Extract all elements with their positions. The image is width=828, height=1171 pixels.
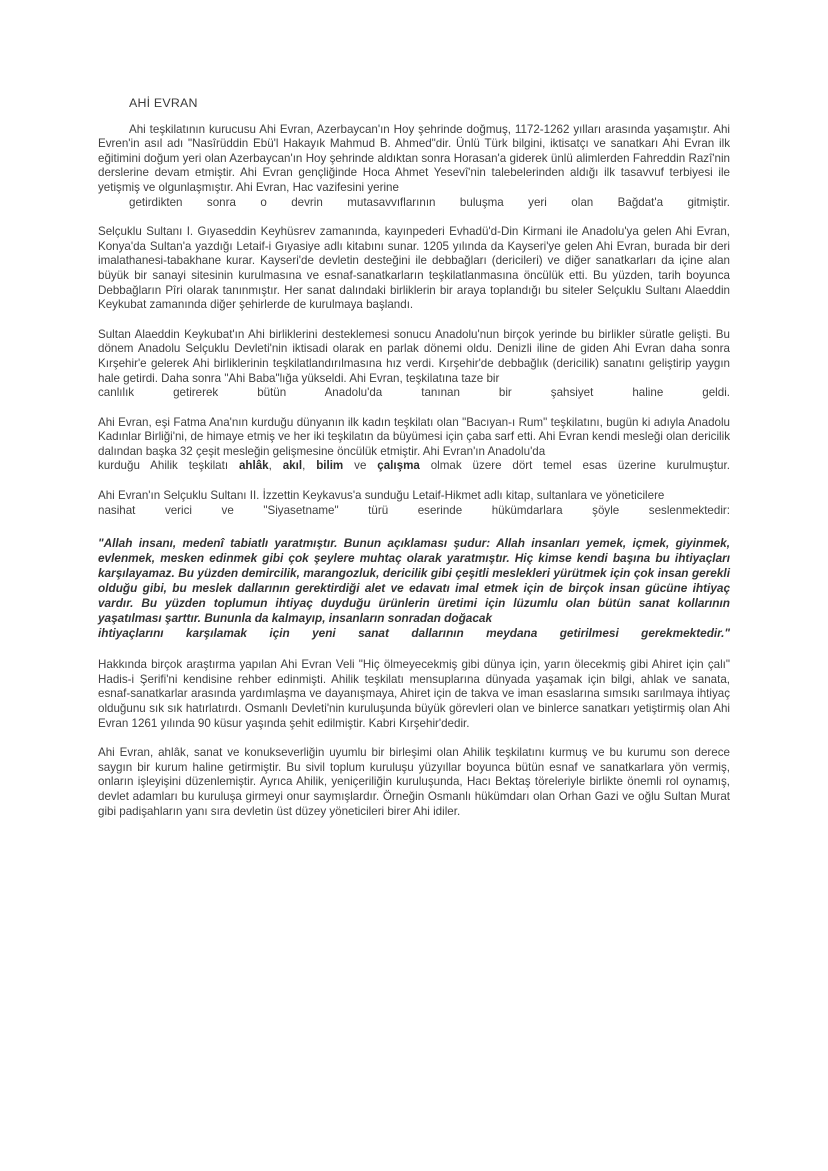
ahilik-intro-text: kurduğu Ahilik teşkilatı [98, 459, 229, 473]
paragraph-keykubat-body: Sultan Alaeddin Keykubat'ın Ahi birliklerini desteklemesi sonucu Anadolu'nun birçok yerinde bu birlikler süratle gelişti. Bu dönem Anadolu Selçuklu Devleti'nin iktisadi olarak en parlak dönemi oldu. Denizli iline de giden Ahi Evran daha sonra Kırşehir'e gelerek Ahi birliklerinin teşkilatlandırılmasına hız verdi. Kırşehir'de debbağlık (dericilik) sanatını geliştirip yaygın hale getirdi. Daha sonra "Ahi Baba"lığa yükseldi. Ahi Evran, teşkilatına taze bir [98, 327, 730, 385]
ahilik-outro-text: olmak üzere dört temel esas üzerine kurulmuştur. [430, 459, 730, 473]
principle-ahlak: ahlâk [238, 459, 269, 473]
paragraph-origin-last-line: getirdikten sonra o devrin mutasavvıflarının buluşma yeri olan Bağdat'a gitmiştir. [129, 195, 730, 209]
document-title: AHİ EVRAN [129, 96, 198, 110]
paragraph-letaif-hikmet [98, 489, 730, 518]
paragraph-keykubat [98, 328, 730, 401]
separator-1: , [268, 459, 272, 473]
paragraph-baciyan-body: Ahi Evran, eşi Fatma Ana'nın kurduğu dünyanın ilk kadın teşkilatı olan "Bacıyan-ı Rum" teşkilatını, bugün ki adıyla Anadolu Kadınlar Birliği'ni, de himaye etmiş ve her iki teşkilatın da büyümesi için çaba sarf etti. Ahi Evran kendi mesleği olan dericilik dalından başka 32 çeşit mesleğin gelişmesine öncülük etmiştir. Ahi Evran'ın Anadolu'da [98, 415, 730, 458]
paragraph-hadis: Hakkında birçok araştırma yapılan Ahi Evran Veli "Hiç ölmeyecekmiş gibi dünya için, yarın ölecekmiş gibi Ahiret için çalı" Hadis-i Şerifi'ni kendisine rehber edinmişti. Ahilik teşkilatı mensuplarına dünyada yaşamak için bilgi, ahlak ve sanata, esnaf-sanatkarlar arasında yardımlaşma ve dayanışmaya, Ahiret için de takva ve iman esaslarına sımsıkı sarılmaya ihtiyaç olduğunu sık sık hatırlatırdı. Osmanlı Devleti'nin kuruluşunda büyük görevleri olan ve binlerce sanatkarı yetiştirmiş olan Ahi Evran 1261 yılında 90 küsur yaşında şehit edilmiştir. Kabri Kırşehir'dedir. [98, 658, 730, 730]
quote-block [98, 536, 730, 641]
paragraph-origin [98, 123, 730, 211]
quote-body: "Allah insanı, medenî tabiatlı yaratmıştır. Bunun açıklaması şudur: Allah insanları yemek, içmek, giyinmek, evlenmek, mesken edinmek gibi çok şeylere muhtaç olarak yaratmıştır. Hiç kimse kendi başına bu ihtiyaçları karşılayamaz. Bu yüzden demircilik, marangozluk, dericilik gibi çeşitli meslekleri yürütmek için çok insan gerekli olduğu gibi, bu meslek dallarının gerektirdiği alet ve edavatı imal etmek için de birçok insan gücüne ihtiyaç vardır. Bu yüzden toplumun ihtiyaç duyduğu ürünlerin üretimi için lüzumlu olan bütün sanat kollarının yaşatılması şarttır. Bununla da kalmayıp, insanların sonradan doğacak [98, 536, 730, 626]
paragraph-anatolia: Selçuklu Sultanı I. Gıyaseddin Keyhüsrev zamanında, kayınpederi Evhadü'd-Din Kirmani ile Anadolu'ya gelen Ahi Evran, Konya'da Sultan'a yazdığı Letaif-i Gıyasiye adlı kitabını sunar. 1205 yılında da Kayseri'ye gelen Ahi Evran, burada bir deri imalathanesi-tabakhane kurar. Kayseri'de devletin desteğini ile debbağları (dericileri) ve diğer sanatkarları da içine alan büyük bir sanayi sitesinin kurulmasına ve esnaf-sanatkarların teşkilatlanmasına öncülük etti. Bu yüzden, tarih boyunca Debbağların Pîri olarak tanınmıştır. Her sanat dalındaki birliklerin bir araya toplandığı bu siteler Selçuklu Sultanı Alaeddin Keykubat zamanında diğer şehirlerde de kurulmaya başlandı. [98, 225, 730, 312]
separator-2: , [302, 459, 306, 473]
principle-akil: akıl [282, 459, 303, 473]
document-page [98, 96, 730, 834]
principle-calisma: çalışma [377, 459, 420, 473]
paragraph-letaif-hikmet-last-line: nasihat verici ve "Siyasetname" türü eserinde hükümdarlara şöyle seslenmektedir: [98, 503, 730, 517]
paragraph-legacy: Ahi Evran, ahlâk, sanat ve konukseverliğin uyumlu bir birleşimi olan Ahilik teşkilatını kurmuş ve bu kurumu son derece saygın bir kurum haline getirmiştir. Bu sivil toplum kuruluşu yüzyıllar boyunca bütün esnaf ve sanatkarlara yön vermiş, onların işleyişini düzenlemiştir. Ayrıca Ahilik, yeniçeriliğin kuruluşunda, Hacı Bektaş töreleriyle birlikte önemli rol oynamış, devlet adamları bu kuruluşa girmeyi onur saymışlardır. Örneğin Osmanlı hükümdarı olan Orhan Gazi ve oğlu Sultan Murat gibi padişahların yanı sıra devletin üst düzey yöneticileri birer Ahi idiler. [98, 746, 730, 818]
quote-last-line: ihtiyaçlarını karşılamak için yeni sanat dallarının meydana getirilmesi gerekmektedir." [98, 626, 730, 641]
paragraph-origin-body: Ahi teşkilatının kurucusu Ahi Evran, Azerbaycan'ın Hoy şehrinde doğmuş, 1172-1262 yılları arasında yaşamıştır. Ahi Evren'in asıl adı "Nasîrüddin Ebü'l Hakayık Mahmud B. Ahmed"dir. Ünlü Türk bilgini, iktisatçı ve sanatkarı Ahi Evran ilk eğitimini doğum yeri olan Azerbaycan'ın Hoy şehrinde aldıktan sonra Horasan'a giderek ünlü alimlerden Fahreddin Razî'nin derslerine devam etmiştir. Ahi Evran gençliğinde Hoca Ahmet Yesevî'nin talebelerinden aldığı ilk tasavvuf terbiyesi ile yetişmiş ve olgunlaşmıştır. Ahi Evran, Hac vazifesini yerine [98, 122, 730, 194]
paragraph-keykubat-last-line: canlılık getirerek bütün Anadolu'da tanınan bir şahsiyet haline geldi. [98, 386, 730, 400]
paragraph-baciyan-last-line [98, 459, 730, 474]
principle-bilim: bilim [316, 459, 344, 473]
paragraph-letaif-hikmet-body: Ahi Evran'ın Selçuklu Sultanı II. İzzettin Keykavus'a sunduğu Letaif-Hikmet adlı kitap, sultanlara ve yöneticilere [98, 489, 665, 503]
conjunction-ve: ve [354, 459, 367, 473]
paragraph-baciyan [98, 416, 730, 474]
